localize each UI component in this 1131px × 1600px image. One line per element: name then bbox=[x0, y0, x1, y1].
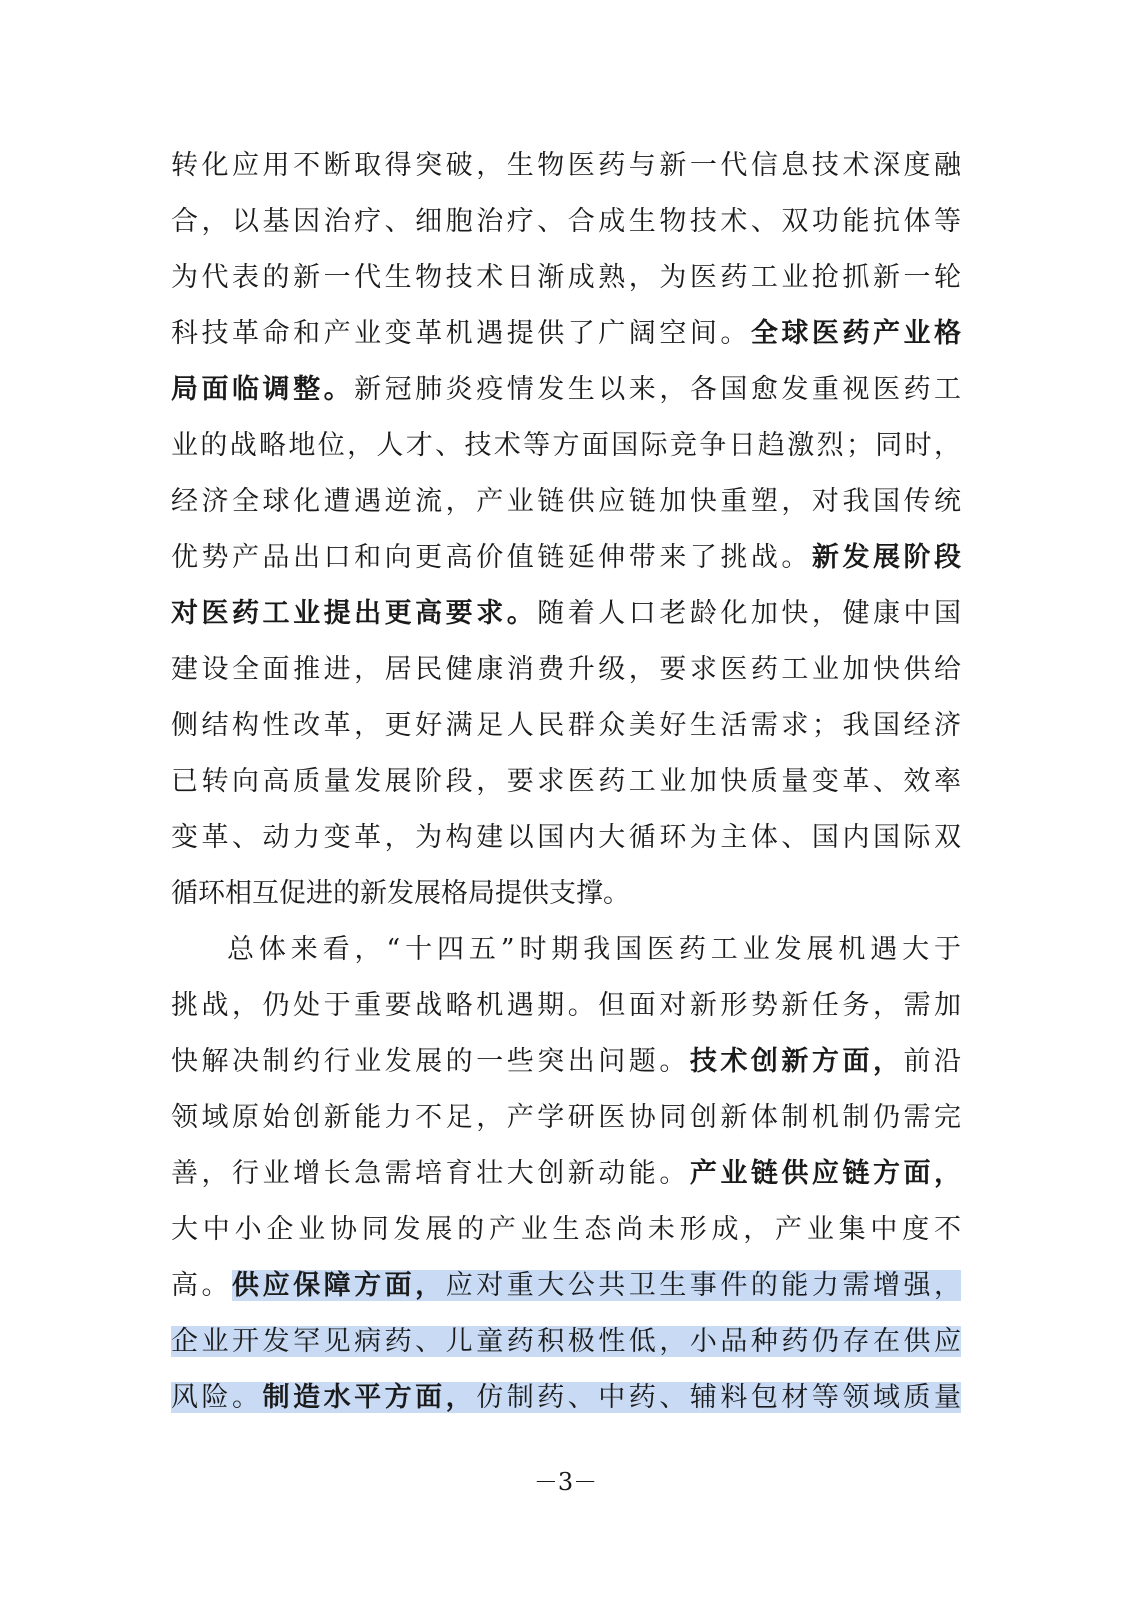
text-line bbox=[171, 474, 961, 530]
body-text-segment: 风险。 bbox=[171, 1382, 263, 1413]
body-text-segment: 挑战，仍处于重要战略机遇期。但面对新形势新任务，需加 bbox=[171, 990, 961, 1021]
body-text-segment: 快解决制约行业发展的一些突出问题。 bbox=[171, 1046, 690, 1077]
text-line bbox=[171, 866, 961, 922]
text-line bbox=[171, 1370, 961, 1426]
text-line bbox=[171, 418, 961, 474]
bold-heading-text: 技术创新方面， bbox=[689, 1046, 904, 1077]
bold-heading-text: 制造水平方面， bbox=[262, 1382, 477, 1413]
body-text bbox=[171, 138, 961, 1426]
bold-heading-text: 新发展阶段 bbox=[811, 542, 961, 573]
text-line bbox=[171, 1034, 961, 1090]
text-line bbox=[171, 754, 961, 810]
body-text-segment: 随着人口老龄化加快，健康中国 bbox=[537, 598, 961, 629]
text-line bbox=[171, 194, 961, 250]
body-text-segment: 业的战略地位，人才、技术等方面国际竞争日趋激烈；同时， bbox=[171, 430, 961, 461]
text-line bbox=[171, 306, 961, 362]
body-text-segment: 高。 bbox=[171, 1270, 233, 1301]
body-text-segment: 企业开发罕见病药、儿童药积极性低，小品种药仍存在供应 bbox=[171, 1326, 961, 1357]
body-text-segment: 已转向高质量发展阶段，要求医药工业加快质量变革、效率 bbox=[171, 766, 961, 797]
body-text-segment: 转化应用不断取得突破，生物医药与新一代信息技术深度融 bbox=[171, 150, 961, 181]
body-text-segment: 侧结构性改革，更好满足人民群众美好生活需求；我国经济 bbox=[171, 710, 961, 741]
page-number: －3－ bbox=[533, 1468, 598, 1496]
text-line bbox=[171, 362, 961, 418]
text-line bbox=[171, 1090, 961, 1146]
body-text-segment: 前沿 bbox=[903, 1046, 961, 1077]
body-text-segment: 科技革命和产业变革机遇提供了广阔空间。 bbox=[171, 318, 751, 349]
bold-heading-text: 局面临调整。 bbox=[171, 374, 355, 405]
body-text-segment: 新冠肺炎疫情发生以来，各国愈发重视医药工 bbox=[354, 374, 961, 405]
text-line bbox=[171, 698, 961, 754]
body-text-segment: 循环相互促进的新发展格局提供支撑。 bbox=[171, 878, 630, 909]
bold-heading-text: 产业链供应链方面， bbox=[689, 1158, 961, 1189]
text-line bbox=[171, 138, 961, 194]
text-line bbox=[171, 1146, 961, 1202]
text-line bbox=[171, 1202, 961, 1258]
text-line bbox=[171, 922, 961, 978]
bold-heading-text: 供应保障方面， bbox=[232, 1270, 446, 1301]
body-text-segment: 应对重大公共卫生事件的能力需增强， bbox=[445, 1270, 961, 1301]
text-line bbox=[171, 530, 961, 586]
body-text-segment: 变革、动力变革，为构建以国内大循环为主体、国内国际双 bbox=[171, 822, 961, 853]
text-line bbox=[171, 1314, 961, 1370]
text-line bbox=[171, 978, 961, 1034]
body-text-segment: 善，行业增长急需培育壮大创新动能。 bbox=[171, 1158, 690, 1189]
body-text-segment: 为代表的新一代生物技术日渐成熟，为医药工业抢抓新一轮 bbox=[171, 262, 961, 293]
bold-heading-text: 对医药工业提出更高要求。 bbox=[171, 598, 538, 629]
text-line bbox=[171, 810, 961, 866]
body-text-segment: 合，以基因治疗、细胞治疗、合成生物技术、双功能抗体等 bbox=[171, 206, 961, 237]
body-text-segment: 总体来看，“十四五”时期我国医药工业发展机遇大于 bbox=[227, 934, 961, 965]
body-text-segment: 优势产品出口和向更高价值链延伸带来了挑战。 bbox=[171, 542, 812, 573]
text-line bbox=[171, 1258, 961, 1314]
text-line bbox=[171, 642, 961, 698]
text-line bbox=[171, 586, 961, 642]
body-text-segment: 建设全面推进，居民健康消费升级，要求医药工业加快供给 bbox=[171, 654, 961, 685]
text-line bbox=[171, 250, 961, 306]
bold-heading-text: 全球医药产业格 bbox=[750, 318, 961, 349]
body-text-segment: 大中小企业协同发展的产业生态尚未形成，产业集中度不 bbox=[171, 1214, 961, 1245]
body-text-segment: 领域原始创新能力不足，产学研医协同创新体制机制仍需完 bbox=[171, 1102, 961, 1133]
body-text-segment: 仿制药、中药、辅料包材等领域质量 bbox=[476, 1382, 961, 1413]
body-text-segment: 经济全球化遭遇逆流，产业链供应链加快重塑，对我国传统 bbox=[171, 486, 961, 517]
